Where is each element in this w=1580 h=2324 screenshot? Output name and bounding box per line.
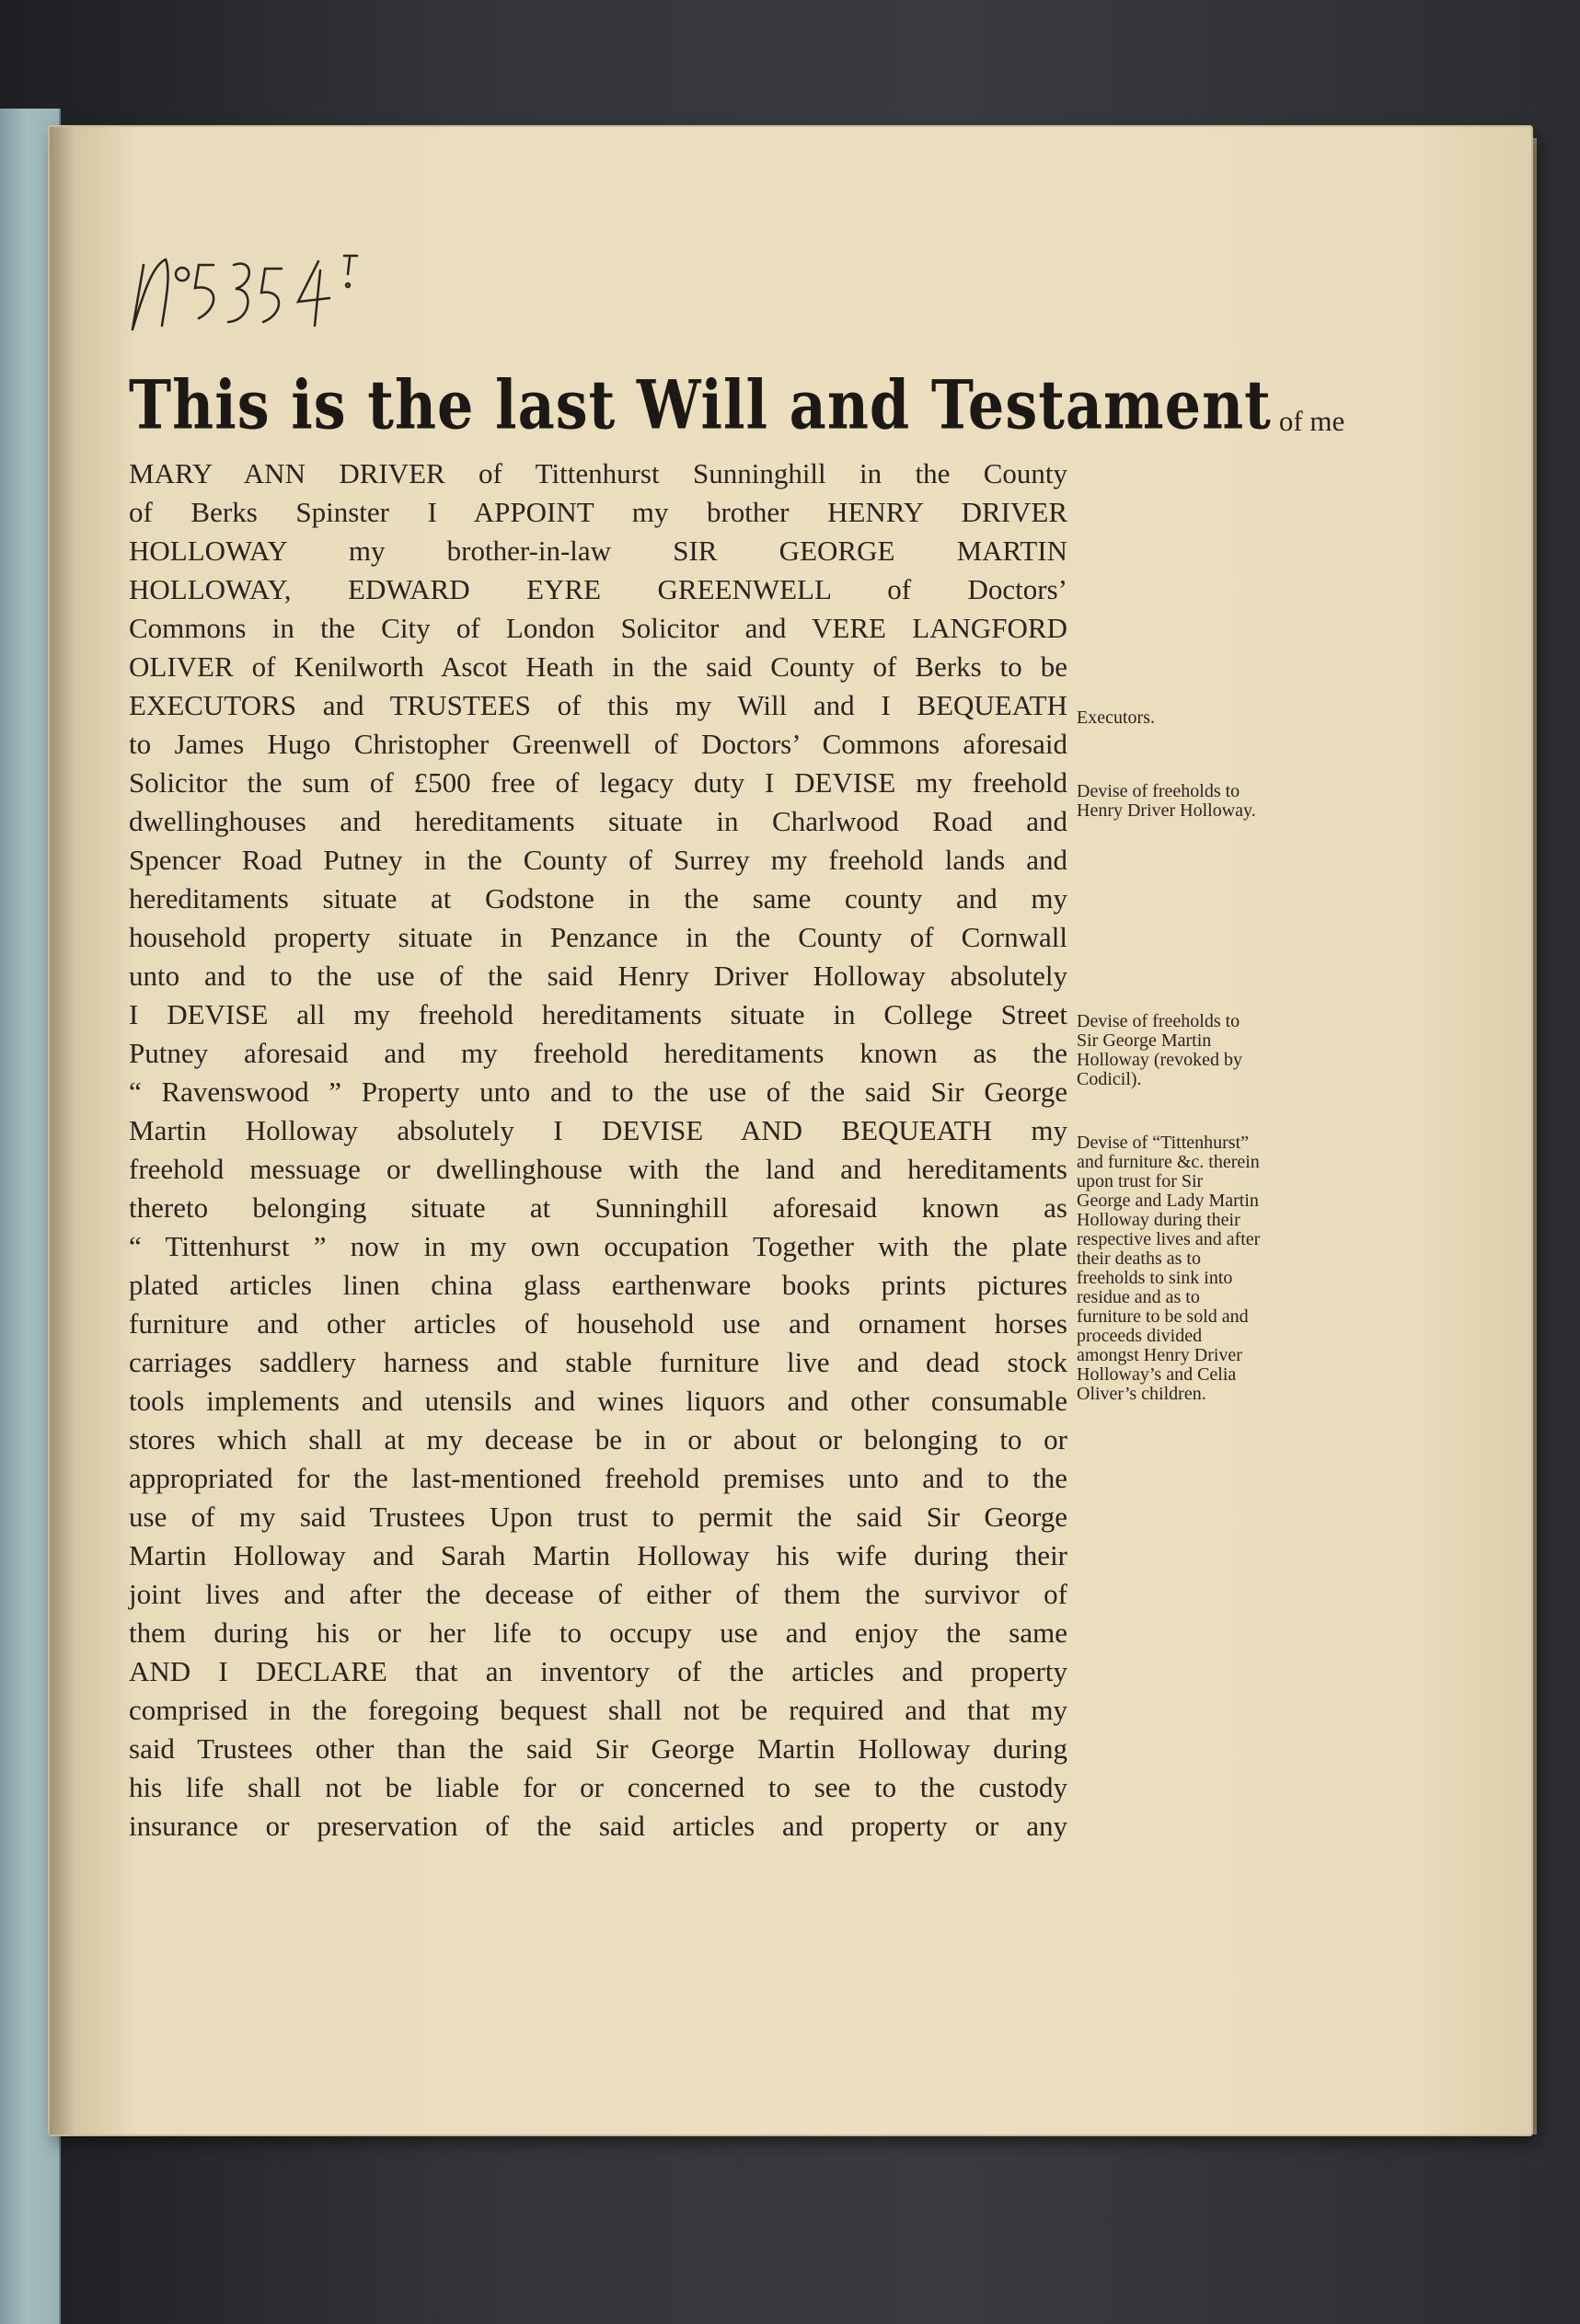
text-line: household property situate in Penzance in the County of Cornwall <box>129 921 1067 953</box>
text-line: his life shall not be liable for or concerned to see to the custody <box>129 1771 1067 1803</box>
text-line: AND I DECLARE that an inventory of the articles and property <box>129 1655 1067 1687</box>
text-line: joint lives and after the decease of either of them the survivor of <box>129 1578 1067 1610</box>
text-line: I DEVISE all my freehold hereditaments situate in College Street <box>129 998 1067 1030</box>
text-line: furniture and other articles of household use and ornament horses <box>129 1307 1067 1340</box>
text-line: tools implements and utensils and wines liquors and other consumable <box>129 1385 1067 1417</box>
text-line: Martin Holloway absolutely I DEVISE AND BEQUEATH my <box>129 1114 1067 1146</box>
text-line: appropriated for the last-mentioned freehold premises unto and to the <box>129 1462 1067 1494</box>
text-line: said Trustees other than the said Sir George Martin Holloway during <box>129 1732 1067 1765</box>
text-line: them during his or her life to occupy use and enjoy the same <box>129 1616 1067 1649</box>
text-line: “ Tittenhurst ” now in my own occupation Together with the plate <box>129 1230 1067 1262</box>
text-line: thereto belonging situate at Sunninghill aforesaid known as <box>129 1191 1067 1224</box>
text-line: Commons in the City of London Solicitor and VERE LANGFORD <box>129 612 1067 644</box>
text-line: comprised in the foregoing bequest shall not be required and that my <box>129 1694 1067 1726</box>
text-line: Solicitor the sum of £500 free of legacy duty I DEVISE my freehold <box>129 766 1067 799</box>
text-line: plated articles linen china glass earthenware books prints pictures <box>129 1269 1067 1301</box>
handwritten-reference <box>125 237 401 348</box>
text-line: hereditaments situate at Godstone in the same county and my <box>129 882 1067 915</box>
text-line: carriages saddlery harness and stable furniture live and dead stock <box>129 1346 1067 1378</box>
margin-note-devise-henry: Devise of freeholds to Henry Driver Holloway. <box>1077 781 1256 821</box>
text-line: MARY ANN DRIVER of Tittenhurst Sunninghill in the County <box>129 457 1067 489</box>
text-line: freehold messuage or dwellinghouse with the land and hereditaments <box>129 1153 1067 1185</box>
text-line: Spencer Road Putney in the County of Surrey my freehold lands and <box>129 844 1067 876</box>
text-line: EXECUTORS and TRUSTEES of this my Will and I BEQUEATH <box>129 689 1067 721</box>
title-tail: of me <box>1278 405 1345 437</box>
text-line: of Berks Spinster I APPOINT my brother HENRY DRIVER <box>129 496 1067 528</box>
text-line: to James Hugo Christopher Greenwell of Doctors’ Commons aforesaid <box>129 728 1067 760</box>
text-line: OLIVER of Kenilworth Ascot Heath in the said County of Berks to be <box>129 650 1067 683</box>
margin-note-devise-george: Devise of freeholds to Sir George Martin Holloway (revoked by Codicil). <box>1077 1011 1242 1089</box>
binding-fold-shadow <box>50 127 75 2134</box>
text-line: use of my said Trustees Upon trust to permit the said Sir George <box>129 1501 1067 1533</box>
text-line: Martin Holloway and Sarah Martin Holloway his wife during their <box>129 1539 1067 1571</box>
margin-note-tittenhurst: Devise of “Tittenhurst” and furniture &c. therein upon trust for Sir George and Lady Martin Holloway during their respective lives and after their deaths as to freeholds to sink into residue and as to furniture to be sold and proceeds divided amongst Henry Driver Holloway’s and Celia Oliver’s children. <box>1077 1133 1261 1404</box>
text-line: dwellinghouses and hereditaments situate in Charlwood Road and <box>129 805 1067 837</box>
margin-note-executors: Executors. <box>1077 708 1155 728</box>
text-line: HOLLOWAY my brother-in-law SIR GEORGE MARTIN <box>129 535 1067 567</box>
text-line: “ Ravenswood ” Property unto and to the use of the said Sir George <box>129 1076 1067 1108</box>
text-line: HOLLOWAY, EDWARD EYRE GREENWELL of Doctors’ <box>129 573 1067 605</box>
text-line: unto and to the use of the said Henry Driver Holloway absolutely <box>129 960 1067 992</box>
title-line <box>129 364 1345 454</box>
text-line: stores which shall at my decease be in or about or belonging to or <box>129 1423 1067 1455</box>
text-line: Putney aforesaid and my freehold hereditaments known as the <box>129 1037 1067 1069</box>
blackletter-title: This is the last Will and Testament <box>129 364 1272 444</box>
text-line: insurance or preservation of the said articles and property or any <box>129 1810 1067 1842</box>
